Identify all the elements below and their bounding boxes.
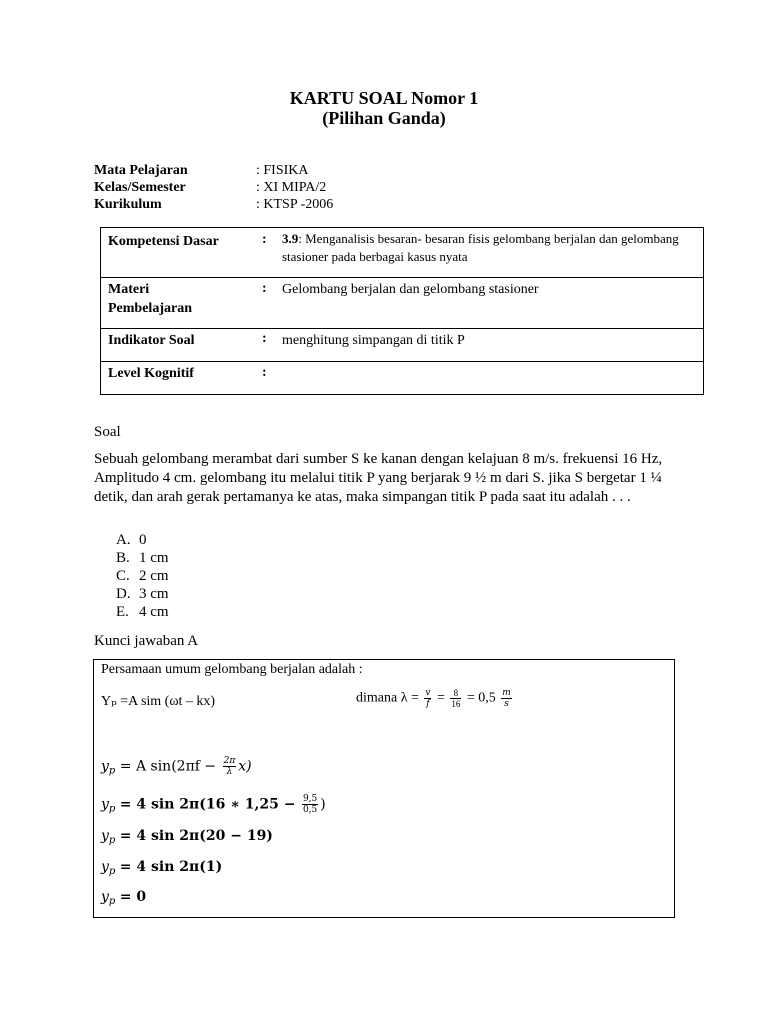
step4-expression: = 4 sin 2π(1) (119, 859, 223, 875)
lambda-fraction-vf (424, 688, 431, 709)
frac-num: v (425, 688, 431, 698)
step1-part-b: x) (238, 758, 252, 775)
materi-value: Gelombang berjalan dan gelombang stasioner (282, 282, 539, 297)
frac-den: 0,5 (302, 805, 318, 815)
indikator-value: menghitung simpangan di titik P (282, 333, 465, 348)
lambda-equation (356, 688, 514, 709)
kd-label: Kompetensi Dasar (108, 234, 219, 249)
level-label: Level Kognitif (108, 366, 194, 381)
yp-subscript: p (108, 835, 116, 846)
meta-value-subject: : FISIKA (256, 163, 309, 178)
yp-subscript: p (108, 866, 116, 877)
solution-step-3 (101, 828, 273, 846)
option-text: 1 cm (139, 550, 169, 566)
solution-step-2 (101, 794, 326, 815)
kd-code: 3.9 (282, 231, 299, 246)
kd-value (282, 230, 682, 266)
meta-label-curriculum: Kurikulum (94, 197, 162, 212)
general-equation: Yₚ =A sim (ωt – kx) (101, 694, 216, 709)
step1-fraction (223, 756, 237, 777)
frac-den: f (426, 699, 430, 709)
meta-label-subject: Mata Pelajaran (94, 163, 188, 178)
yp-symbol: y (101, 859, 109, 875)
yp-subscript: p (108, 765, 116, 777)
materi-label-line1: Materi (108, 282, 150, 297)
option-letter: E. (116, 604, 129, 620)
info-table (100, 227, 704, 395)
solution-step-4 (101, 859, 222, 877)
materi-colon: : (262, 281, 267, 296)
yp-subscript: p (108, 803, 116, 815)
solution-intro: Persamaan umum gelombang berjalan adalah : (101, 662, 363, 677)
option-letter: B. (116, 550, 130, 566)
row-divider (101, 328, 703, 329)
option-text: 0 (139, 532, 147, 548)
kd-text: : Menganalisis besaran- besaran fisis gelombang berjalan dan gelombang stasioner pada berbagai kasus nyata (282, 231, 679, 264)
kd-colon: : (262, 232, 267, 247)
lambda-prefix: dimana λ = (356, 690, 419, 706)
step2-fraction (302, 794, 318, 815)
frac-num: 8 (450, 688, 461, 699)
frac-den: s (504, 699, 509, 709)
indikator-colon: : (262, 331, 267, 346)
step5-expression: = 0 (119, 889, 147, 905)
materi-label-line2: Pembelajaran (108, 301, 192, 316)
meta-value-curriculum: : KTSP -2006 (256, 197, 334, 212)
step2-part-a: = 4 sin 2π(16 ∗ 1,25 − (119, 796, 296, 813)
option-text: 4 cm (139, 604, 169, 620)
page-title: KARTU SOAL Nomor 1 (289, 88, 479, 108)
level-colon: : (262, 365, 267, 380)
meta-label-class: Kelas/Semester (94, 180, 186, 195)
yp-subscript: p (108, 896, 116, 907)
materi-label (108, 280, 192, 318)
yp-symbol: y (101, 828, 109, 844)
option-letter: A. (116, 532, 131, 548)
lambda-result: = 0,5 (466, 690, 496, 706)
question-heading: Soal (94, 424, 121, 440)
option-letter: C. (116, 568, 130, 584)
frac-den: 16 (451, 699, 461, 709)
option-text: 2 cm (139, 568, 169, 584)
yp-symbol: y (101, 758, 109, 775)
solution-step-5 (101, 889, 146, 907)
step1-part-a: = A sin(2πf − (119, 758, 217, 775)
yp-symbol: y (101, 796, 109, 813)
frac-num: m (502, 688, 511, 698)
yp-symbol: y (101, 889, 109, 905)
lambda-fraction-numbers (450, 688, 461, 709)
step2-part-b: ) (320, 796, 326, 813)
lambda-unit (501, 688, 512, 709)
frac-den: λ (226, 767, 233, 777)
frac-num: 2π (223, 756, 236, 766)
solution-step-1 (101, 756, 252, 777)
question-text: Sebuah gelombang merambat dari sumber S ke kanan dengan kelajuan 8 m/s. frekuensi 16 Hz, Amplitudo 4 cm. gelombang itu melalui titik P yang berjarak 9 ½ m dari S. jika S bergetar 1 ¼ detik, dan arah gerak pertamanya ke atas, maka simpangan titik P pada saat itu adalah . . . (94, 451, 663, 505)
page-subtitle: (Pilihan Ganda) (322, 108, 446, 128)
row-divider (101, 277, 703, 278)
option-text: 3 cm (139, 586, 169, 602)
option-letter: D. (116, 586, 131, 602)
step3-expression: = 4 sin 2π(20 − 19) (119, 828, 273, 844)
indikator-label: Indikator Soal (108, 333, 195, 348)
lambda-equals: = (436, 690, 445, 706)
row-divider (101, 361, 703, 362)
answer-key: Kunci jawaban A (94, 633, 199, 649)
solution-box (93, 659, 675, 918)
meta-value-class: : XI MIPA/2 (256, 180, 327, 195)
frac-num: 9,5 (302, 794, 318, 804)
